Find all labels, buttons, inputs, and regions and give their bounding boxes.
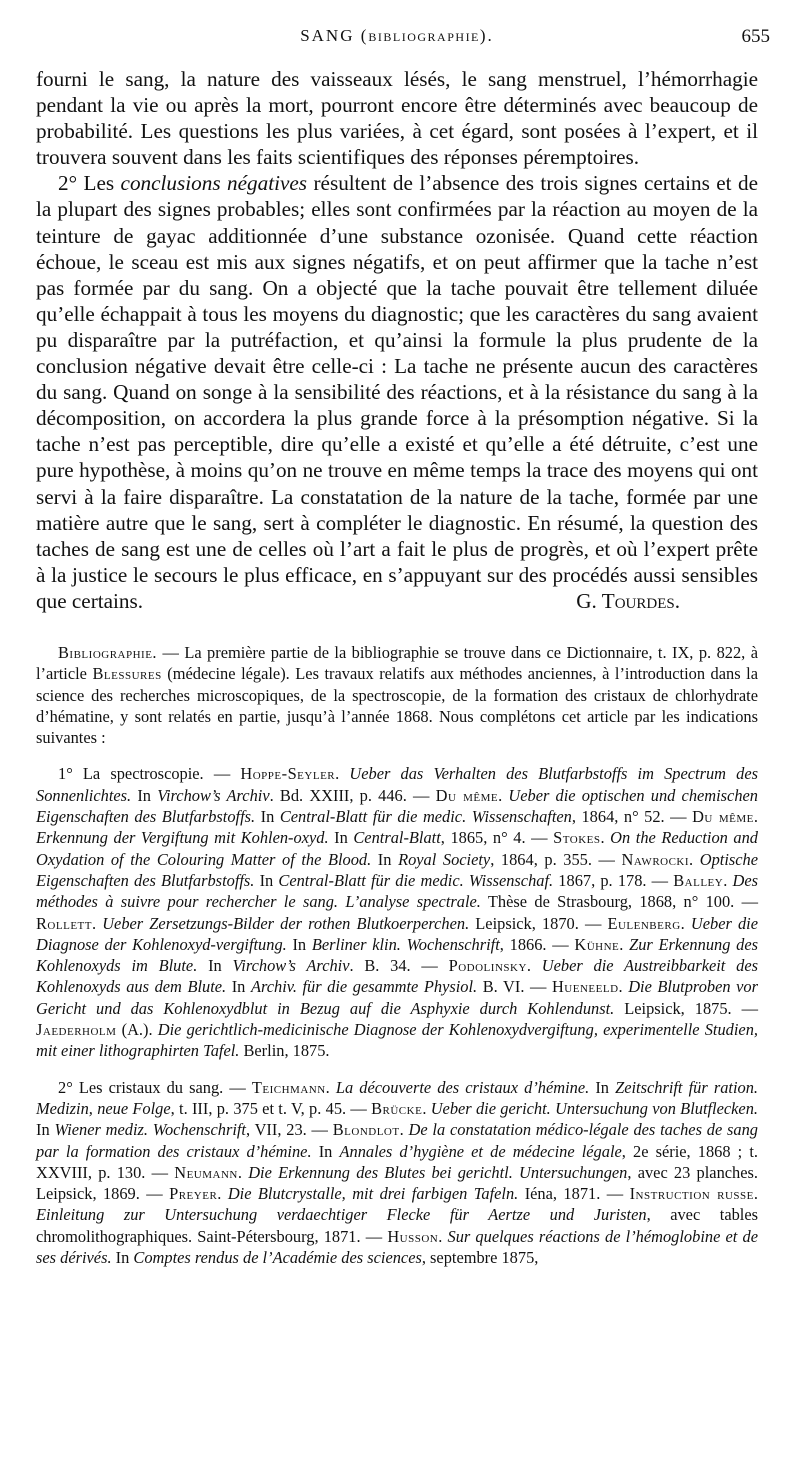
citation-text: Iéna, 1871. —: [518, 1184, 630, 1204]
citation-text: In: [131, 785, 158, 805]
citation-title: Die gerichtlich-medicinische Diagnose der Kohlenoxydvergiftung, experimentelle Studien, mit einer lithographirten Tafel.: [36, 1020, 758, 1061]
citation-text: Thèse de Strasbourg, 1868, n° 100. —: [480, 892, 758, 912]
citation-author: Hoppe-Seyler: [240, 764, 336, 784]
citation-title: Ueber die gericht. Untersuchung von Blutflecken.: [430, 1098, 758, 1118]
citation-title: Virchow’s Archiv: [157, 785, 270, 805]
running-title-main: SANG (: [300, 26, 369, 45]
citation-text: In: [111, 1247, 134, 1267]
citation-title: Zur Erkennung des Kohlenoxyds im Blute.: [36, 934, 758, 976]
citation-title: Virchow’s Archiv: [232, 956, 350, 976]
citation-text: .: [325, 1077, 336, 1097]
citation-author: Husson: [387, 1226, 439, 1246]
citation-text: .: [723, 870, 733, 890]
citation-title: Comptes rendus de l’Académie des sciences: [133, 1247, 422, 1267]
citation-text: In: [36, 1120, 55, 1140]
author-signature: G. Tourdes.: [576, 588, 680, 613]
citation-text: Berlin, 1875.: [239, 1041, 330, 1061]
citation-text: , t. III, p. 375 et t. V, p. 45. —: [170, 1098, 372, 1118]
citation-text: In: [254, 870, 279, 890]
citation-text: 1867, p. 178. —: [553, 870, 674, 890]
citation-text: , 1866. —: [499, 934, 575, 954]
citation-text: . Bd. XXIII, p. 446. —: [269, 785, 436, 805]
citation-title: Annales d’hygiène et de médecine légale: [339, 1141, 622, 1161]
citation-text: , 1865, n° 4. —: [440, 828, 554, 848]
citation-text: (A.).: [116, 1020, 158, 1040]
emphasis-conclusions-negatives: conclusions négatives: [120, 171, 308, 196]
citation-text: , septembre 1875,: [421, 1247, 539, 1267]
citation-text: .: [618, 977, 629, 997]
running-title: [36, 26, 758, 46]
citation-text: .: [680, 913, 691, 933]
citation-text: .: [498, 785, 509, 805]
citation-text: . B. 34. —: [349, 956, 449, 976]
citation-title: Zeitschrift für ration. Medizin, neue Folge: [36, 1077, 758, 1118]
citation-author: Rollett: [36, 913, 92, 933]
citation-text: .: [91, 913, 103, 933]
citation-title: Berliner klin. Wochenschrift: [311, 934, 500, 954]
citation-text: , avec tables chromolithographiques. Saint-Pétersbourg, 1871. —: [36, 1205, 759, 1246]
citation-text: .: [600, 828, 611, 848]
running-title-end: ).: [479, 26, 494, 45]
citation-text: In: [197, 956, 233, 976]
bibliography-intro: Bibliographie. — La première partie de la bibliographie se trouve dans ce Dictionnaire, t. IX, p. 822, à l’article Blessures (médecine légale). Les travaux relatifs aux méthodes anciennes, à l’introduction dans la science des recherches microscopiques, de la spectroscopie, de la formation des cristaux de chlorhydrate d’hématine, y sont relatés en partie, jusqu’à l’année 1868. Nous complétons cet article par les indications suivantes :: [36, 642, 758, 748]
citation-title: Des méthodes à suivre pour rechercher le sang. L’analyse spectrale.: [36, 870, 758, 912]
citation-text: , VII, 23. —: [246, 1120, 333, 1140]
citation-text: Leipsick, 1875. —: [614, 998, 758, 1018]
citation-text: In: [328, 828, 354, 848]
citation-title: Die Erkennung des Blutes bei gerichtl. Untersuchungen: [248, 1162, 628, 1182]
bibliography-entry-cristaux: [36, 1077, 758, 1269]
bibliography-section: [36, 642, 758, 1268]
citation-text: .: [689, 849, 700, 869]
citation-text: .: [526, 956, 542, 976]
paragraph-2: 2° Les conclusions négatives résultent de l’absence des trois signes certains et de la plupart des signes probables; elles sont confirmées par la réaction au moyen de la teinture de gayac additionnée d’une substance ozonisée. Quand cette réaction échoue, le sceau est mis aux signes négatifs, et on peut affirmer que la tache n’est pas formée par du sang. On a objecté que la tache pouvait être tellement diluée qu’elle échappait à tous les moyens du diagnostic; que les caractères du sang avaient pu disparaître par la putréfaction, et qu’ainsi la formule la plus prudente de la conclusion négative devait être celle-ci : La tache ne présente aucun des caractères du sang. Quand on songe à la sensibilité des réactions, et à la résistance du sang à la décomposition, on accordera la plus grande force à la présomption négative. Si la tache n’est pas perceptible, dire qu’elle a existé et qu’elle a été détruite, c’est une pure hypothèse, à moins qu’on ne trouve en même temps la trace des moyens qui ont servi à la faire disparaître. La constatation de la nature de la tache, formée par une matière autre que le sang, sert à compléter le diagnostic. En résumé, la question des taches de sang est une de celles où l’art a fait le plus de progrès, et où l’expert prête à la justice le secours le plus efficace, en s’appuyant sur des procédés aussi sensibles que certains. G. Tourdes.: [36, 171, 758, 613]
citation-author: Teichmann: [251, 1077, 326, 1097]
citation-title: De la constatation médico-légale des taches de sang par la formation des cristaux d’hémine.: [36, 1120, 758, 1161]
citation-author: Jaederholm: [36, 1020, 117, 1040]
citation-text: , 2e série, 1868 ; t. XXVIII, p. 130. —: [36, 1141, 759, 1182]
citation-title: Optische Eigenschaften des Blutfarbstoffs.: [36, 849, 759, 890]
citation-title: Ueber die optischen und chemischen Eigenschaften des Blutfarbstoffs.: [36, 785, 758, 827]
page-number: 655: [741, 26, 770, 47]
citation-author: Instruction russe: [629, 1184, 754, 1204]
citation-author: Kühne: [574, 934, 620, 954]
citation-title: Ueber die Diagnose der Kohlenoxyd-vergiftung.: [36, 913, 758, 954]
citation-title: La découverte des cristaux d’hémine.: [335, 1077, 590, 1097]
citation-title: Central-Blatt: [353, 828, 441, 848]
citation-title: Central-Blatt für die medic. Wissenschaften: [279, 807, 572, 827]
citation-text: In: [226, 977, 251, 997]
citation-text: , 1864, p. 355. —: [490, 849, 622, 869]
citation-title: Erkennung der Vergiftung mit Kohlen-oxyd.: [36, 828, 329, 848]
citation-author: Blondlot: [332, 1120, 400, 1140]
citation-author: Preyer: [169, 1184, 218, 1204]
citation-text: .: [422, 1098, 431, 1118]
citation-text: In: [311, 1141, 340, 1161]
citation-title: Die Blutproben vor Gericht und das Kohlenoxydblut in Bezug auf die Asphyxie durch Kohlendunst.: [36, 977, 758, 1018]
citation-text: Leipsick, 1870. —: [469, 913, 608, 933]
citation-text: In: [589, 1077, 616, 1097]
citation-author: Du même: [435, 785, 499, 805]
citation-title: Einleitung zur Untersuchung verdaechtiger Flecke für Aertze und Juristen: [36, 1205, 647, 1225]
bibliography-entry-spectroscopie: [36, 763, 758, 1061]
citation-title: Wiener mediz. Wochenschrift: [54, 1120, 246, 1140]
citation-text: .: [438, 1226, 448, 1246]
citation-text: .: [237, 1162, 249, 1182]
citation-author: Du même: [692, 807, 754, 827]
main-text: [36, 66, 758, 614]
citation-title: Ueber die Austreibbarkeit des Kohlenoxyds aus dem Blute.: [36, 956, 758, 997]
citation-text: .: [399, 1120, 409, 1140]
citation-title: Sur quelques réactions de l’hémoglobine et de ses dérivés.: [36, 1226, 758, 1267]
citation-text: In: [286, 934, 312, 954]
citation-author: Eulenberg: [607, 913, 681, 933]
citation-author: Hueneeld: [551, 977, 619, 997]
citation-title: Archiv. für die gesammte Physiol.: [250, 977, 478, 997]
citation-text: B. VI. —: [477, 977, 552, 997]
citation-text: 1° La spectroscopie. —: [58, 764, 241, 784]
bibliography-label: Bibliographie.: [58, 642, 158, 662]
citation-title: Die Blutcrystalle, mit drei farbigen Tafeln.: [227, 1184, 519, 1204]
running-title-small: BIBLIOGRAPHIE: [368, 30, 480, 44]
citation-text: 2° Les cristaux du sang. —: [58, 1077, 252, 1097]
citation-author: Neumann: [174, 1162, 238, 1182]
citation-title: On the Reduction and Oxydation of the Colouring Matter of the Blood.: [36, 828, 758, 869]
citation-text: .: [753, 1184, 758, 1204]
citation-author: Nawrocki: [621, 849, 690, 869]
citation-text: .: [619, 934, 630, 954]
citation-title: Royal Society: [398, 849, 491, 869]
citation-text: , avec 23 planches. Leipsick, 1869. —: [36, 1162, 758, 1204]
citation-text: , 1864, n° 52. —: [571, 807, 693, 827]
citation-text: .: [217, 1184, 228, 1204]
citation-text: In: [371, 849, 399, 869]
citation-author: Balley: [673, 870, 724, 890]
citation-title: Ueber Zersetzungs-Bilder der rothen Blutkoerperchen.: [102, 913, 470, 933]
running-head: [36, 22, 770, 66]
citation-title: Central-Blatt für die medic. Wissenschaf.: [278, 870, 554, 890]
citation-text: .: [335, 764, 350, 784]
citation-title: Ueber das Verhalten des Blutfarbstoffs im Spectrum des Sonnenlichtes.: [36, 764, 758, 805]
citation-text: In: [255, 807, 280, 827]
citation-author: Stokes: [553, 828, 601, 848]
citation-author: Podolinsky: [448, 956, 527, 976]
citation-text: .: [753, 807, 759, 827]
paragraph-1: fourni le sang, la nature des vaisseaux lésés, le sang menstruel, l’hémorrhagie pendant la vie ou après la mort, pourront encore être déterminés avec beaucoup de probabilité. Les questions les plus variées, à cet égard, sont posées à l’expert, et il trouvera souvent dans les faits scientifiques des réponses péremptoires.: [36, 67, 758, 170]
citation-author: Brücke: [371, 1098, 423, 1118]
